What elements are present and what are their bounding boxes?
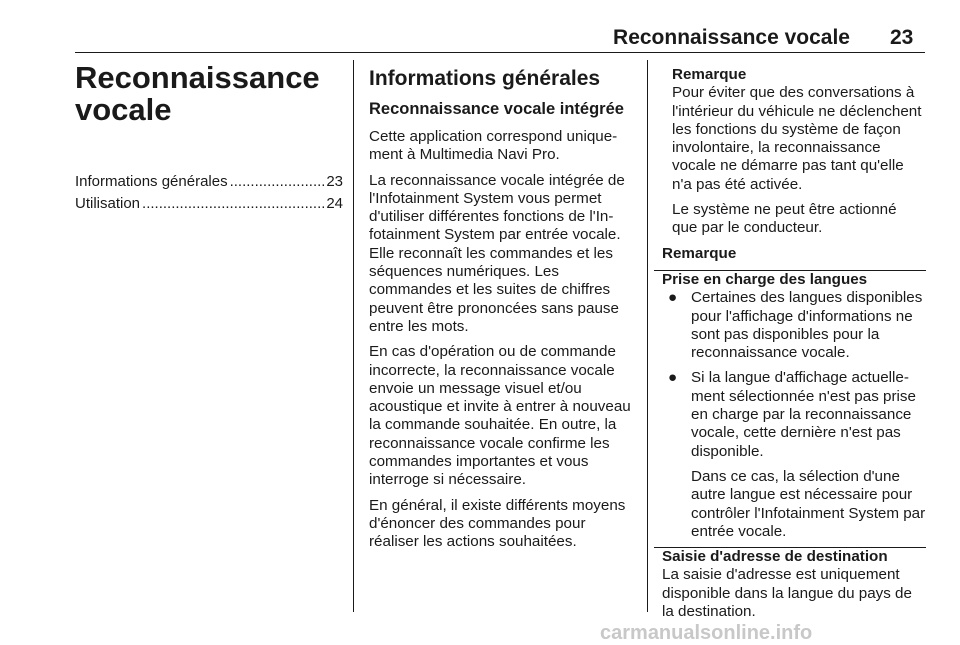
list-item: [662, 289, 926, 362]
toc-page: 23: [326, 173, 343, 190]
bullet-list: [662, 289, 926, 541]
list-item-subparagraph: Dans ce cas, la sélection d'une autre langue est nécessaire pour contrôler l'Infotainment System par entrée vocale.: [691, 467, 926, 540]
note-paragraph: Pour éviter que des conversations à l'intérieur du véhicule ne déclenchent les fonctions du système de façon involontaire, la reconnaissance vocale ne démarre pas tant qu'elle n'a pas été activée.: [672, 84, 922, 193]
toc-leader: [230, 171, 325, 193]
section-subheading: Reconnaissance vocale intégrée: [369, 100, 624, 118]
page-number: 23: [890, 26, 914, 49]
header-rule: [75, 52, 925, 53]
paragraph: Cette application correspond uniquement à Multimedia Navi Pro.: [369, 128, 618, 164]
column-divider-left: [353, 60, 354, 612]
bullet-icon: ●: [668, 369, 678, 387]
list-item-text: Certaines des langues disponibles pour l'affichage d'informations ne sont pas disponibles pour la reconnaissance vocale.: [691, 289, 923, 362]
toc-leader: [142, 193, 324, 215]
toc-page: 24: [326, 195, 343, 212]
toc-label: Utilisation: [75, 195, 141, 212]
address-title: Saisie d'adresse de destination: [662, 548, 888, 566]
list-item-text: Si la langue d'affichage actuellement sélectionnée n'est pas prise en charge par la reconnaissance vocale, cette dernière n'est pas disponible.: [691, 369, 916, 460]
column-general-info: [369, 66, 634, 559]
toc-label: Informations générales: [75, 173, 228, 190]
chapter-title: Reconnaissance vocale: [75, 60, 320, 127]
section-heading: Informations générales: [369, 67, 601, 90]
table-of-contents: [75, 171, 343, 215]
note-title: Prise en charge des langues: [662, 270, 868, 288]
paragraph: En cas d'opération ou de commande incorrecte, la reconnaissance vocale envoie un message visuel et/ou acoustique et invite à entrer à nouveau la commande souhaitée. En outre, la reconnaissance vocale confirme les commandes importantes et vous interroge si nécessaire.: [369, 343, 631, 489]
header-title: Reconnaissance vocale: [613, 26, 850, 49]
list-item: [662, 369, 926, 541]
paragraph: En général, il existe différents moyens d'énoncer des commandes pour réaliser les actions souhaitées.: [369, 496, 626, 551]
bullet-icon: ●: [668, 289, 678, 307]
note-paragraph: Le système ne peut être actionné que par le conducteur.: [672, 201, 897, 237]
note-label: Remarque: [662, 244, 737, 262]
address-text: La saisie d'adresse est uniquement disponible dans la langue du pays de la destination.: [662, 566, 912, 621]
paragraph: La reconnaissance vocale intégrée de l'Infotainment System vous permet d'utiliser différentes fonctions de l'Infotainment System par entrée vocale. Elle reconnaît les commandes et les séquences numériques. Les commandes et les suites de chiffres peuvent être prononcées sans pause entre les mots.: [369, 171, 625, 335]
toc-entry[interactable]: [75, 193, 343, 215]
toc-entry[interactable]: [75, 171, 343, 193]
column-divider-right: [647, 60, 648, 612]
column-notes: [662, 66, 926, 621]
address-section: [662, 548, 926, 621]
note-label: Remarque: [672, 66, 747, 83]
watermark: carmanualsonline.info: [600, 622, 813, 644]
note-box: [662, 245, 926, 548]
note-box: [662, 66, 926, 238]
